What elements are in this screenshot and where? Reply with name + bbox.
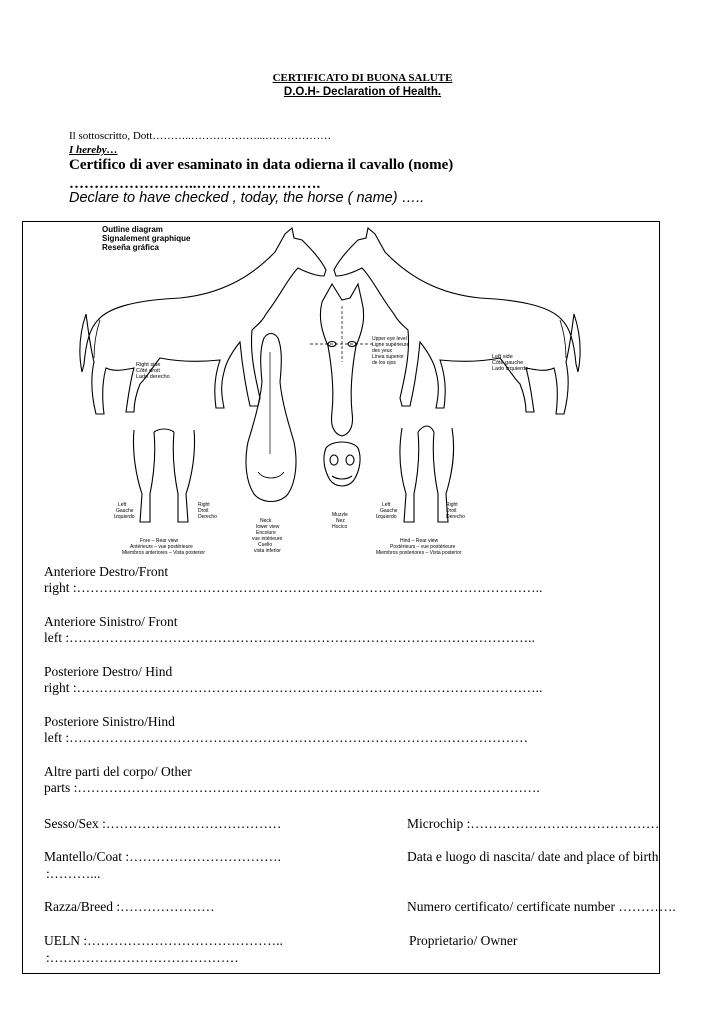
upper-eye-label-3: des yeux bbox=[372, 348, 393, 354]
hind-caption-3: Miembros posteriores – Vista posterior bbox=[376, 550, 462, 556]
field-other-parts-label: Altre parti del corpo/ Other bbox=[44, 764, 192, 779]
field-hind-left-label: Posteriore Sinistro/Hind bbox=[44, 714, 175, 729]
muzzle-label-3: Hocico bbox=[332, 524, 348, 530]
field-front-right-dots: right :………………………………………………………………………………………….. bbox=[44, 580, 543, 595]
field-other-parts-dots: parts :…………………………………………………………………………………………. bbox=[44, 780, 540, 795]
horse-left-side-outline bbox=[334, 228, 580, 414]
field-microchip: Microchip :…………………………………… bbox=[407, 816, 660, 831]
field-front-left-label: Anteriore Sinistro/ Front bbox=[44, 614, 178, 629]
title-english: D.O.H- Declaration of Health. bbox=[283, 86, 442, 98]
hind-left-label-3: Izquierdo bbox=[376, 514, 397, 520]
declare-line: Declare to have checked , today, the horse ( name) ….. bbox=[69, 190, 425, 206]
right-side-label-2: Côté droit bbox=[136, 368, 160, 374]
title-italian: CERTIFICATO DI BUONA SALUTE bbox=[272, 72, 453, 84]
field-sex: Sesso/Sex :………………………………… bbox=[44, 816, 282, 831]
hind-caption-2: Postérieurs – vue postérieure bbox=[390, 544, 456, 550]
neck-label-1: Neck bbox=[260, 518, 272, 524]
field-hind-right-label: Posteriore Destro/ Hind bbox=[44, 664, 173, 679]
fore-caption-2: Antérieurs – vue postérieure bbox=[130, 544, 193, 550]
fore-right-label-1: Right bbox=[198, 502, 210, 508]
diagram-title-1: Outline diagram bbox=[102, 225, 163, 234]
right-side-label-3: Lado derecho bbox=[136, 374, 170, 380]
field-owner: Proprietario/ Owner bbox=[409, 933, 518, 948]
muzzle-label-2: Nez bbox=[336, 518, 345, 524]
diagram-title-2: Signalement graphique bbox=[102, 234, 191, 243]
fore-legs-rear-view bbox=[133, 429, 194, 522]
field-certificate-number: Numero certificato/ certificate number …………. bbox=[407, 899, 676, 914]
field-front-left-dots: left :………………………………………………………………………………………….. bbox=[44, 630, 535, 645]
fore-right-label-3: Derecho bbox=[198, 514, 217, 520]
fore-left-label-3: Izquierdo bbox=[114, 514, 135, 520]
upper-eye-label-2: Ligne supérieure bbox=[372, 342, 410, 348]
field-hind-right-dots: right :………………………………………………………………………………………….. bbox=[44, 680, 543, 695]
neck-label-5: Cuello bbox=[258, 542, 273, 548]
hind-left-label-1: Left bbox=[382, 502, 391, 508]
field-coat: Mantello/Coat :……………………………. bbox=[44, 849, 281, 864]
neck-label-2: lower view bbox=[256, 524, 280, 530]
diagram-title-3: Reseña gráfica bbox=[102, 243, 159, 252]
upper-eye-label-1: Upper eye level bbox=[372, 336, 407, 342]
field-birth-dots: :………... bbox=[46, 866, 101, 881]
fore-left-label-2: Gauche bbox=[116, 508, 134, 514]
neck-label-6: vista inferior bbox=[254, 548, 281, 554]
neck-label-4: vue intérieure bbox=[252, 536, 283, 542]
left-side-label-2: Côté gauche bbox=[492, 360, 524, 366]
muzzle-label-1: Muzzle bbox=[332, 512, 348, 518]
hind-caption-1: Hind – Rear view bbox=[400, 538, 439, 544]
fore-left-label-1: Left bbox=[118, 502, 127, 508]
hereby-label: I hereby… bbox=[69, 144, 118, 156]
upper-eye-label-5: de los ojos bbox=[372, 360, 396, 366]
neck-lower-view-outline bbox=[246, 334, 296, 502]
field-birth-date-place: Data e luogo di nascita/ date and place of birth bbox=[407, 849, 659, 864]
fore-caption-1: Fore – Rear view bbox=[140, 538, 179, 544]
fore-right-label-2: Droit bbox=[198, 508, 209, 514]
left-side-label-1: Left side bbox=[492, 354, 513, 360]
hind-left-label-2: Gauche bbox=[380, 508, 398, 514]
outline-diagram bbox=[70, 222, 590, 567]
field-ueln: UELN :…………………………………….. bbox=[44, 933, 283, 948]
field-hind-left-dots: left :………………………………………………………………………………………… bbox=[44, 730, 529, 745]
certifico-line: Certifico di aver esaminato in data odierna il cavallo (nome) bbox=[69, 157, 454, 173]
field-breed: Razza/Breed :………………… bbox=[44, 899, 215, 914]
hind-right-label-1: Right bbox=[446, 502, 458, 508]
field-front-right-label: Anteriore Destro/Front bbox=[44, 564, 169, 579]
neck-label-3: Encolure bbox=[256, 530, 276, 536]
fore-caption-3: Miembros anteriores – Vista posterior bbox=[122, 550, 205, 556]
field-owner-dots: :…………………………………… bbox=[46, 950, 239, 965]
hind-right-label-3: Derecho bbox=[446, 514, 465, 520]
horse-name-dots: ……………………..……………………. bbox=[69, 176, 321, 192]
left-side-label-3: Lado izquierdo bbox=[492, 366, 529, 372]
sottoscritto-line: Il sottoscritto, Dott………..………………...……………… bbox=[69, 130, 332, 142]
hind-right-label-2: Droit bbox=[446, 508, 457, 514]
right-side-label-1: Right side bbox=[136, 362, 161, 368]
upper-eye-label-4: Línea superior bbox=[372, 354, 404, 360]
horse-right-side-outline bbox=[80, 228, 326, 414]
